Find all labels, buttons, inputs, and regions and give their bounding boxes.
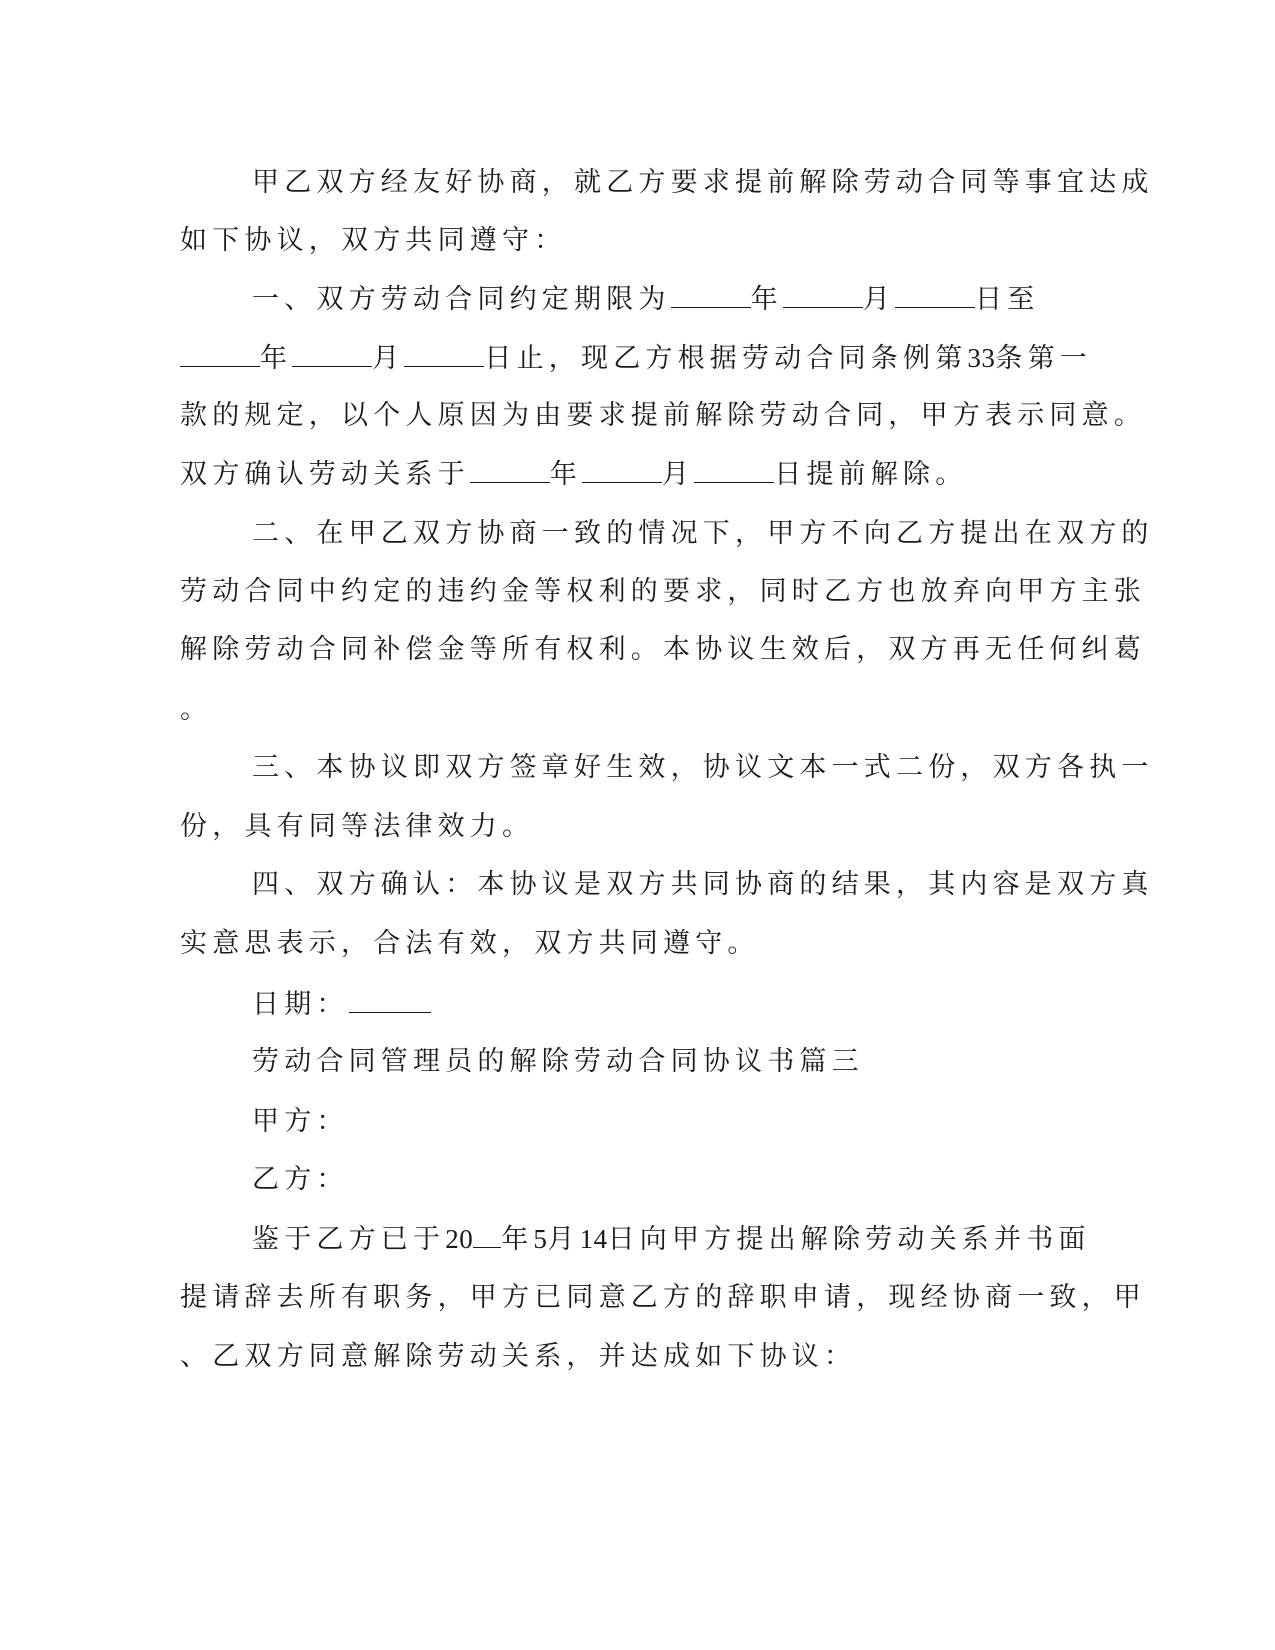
month-label: 月 [547,1224,580,1255]
blank-end-year [180,340,260,367]
paragraph-1-line-1: 甲乙双方经友好协商，就乙方要求提前解除劳动合同等事宜达成 [252,167,1154,198]
section-title: 劳动合同管理员的解除劳动合同协议书篇三 [252,1046,864,1077]
clause-1-line-1 [252,281,1039,318]
clause-1-line-3: 款的规定，以个人原因为由要求提前解除劳动合同，甲方表示同意。 [180,400,1146,431]
paragraph-2-line-1-suffix: 日向甲方提出解除劳动关系并书面 [607,1224,1091,1255]
party-b-label: 乙方： [252,1164,349,1195]
clause-2-line-4: 。 [180,694,213,725]
date-line [252,986,431,1023]
clause-3-line-2: 份，具有同等法律效力。 [180,811,535,842]
clause-1-line-4-suffix: 日提前解除。 [774,459,968,490]
clause-1-terminate-month-label: 月 [662,459,695,490]
clause-1-day-to-label: 日至 [975,284,1040,315]
date-label: 日期： [252,989,349,1020]
clause-2-line-1: 二、在甲乙双方协商一致的情况下，甲方不向乙方提出在双方的 [252,518,1154,549]
clause-4-line-2: 实意思表示，合法有效，双方共同遵守。 [180,928,760,959]
clause-1-end-year-label: 年 [260,343,293,374]
blank-start-year [671,281,751,308]
clause-1-line-2 [180,340,1092,377]
blank-date [349,986,431,1013]
month-value: 5 [533,1224,548,1254]
clause-1-line-2-suffix: 条第一 [995,343,1093,374]
year-label: 年 [501,1224,534,1255]
year-prefix: 20 [445,1224,474,1254]
blank-start-month [783,281,863,308]
article-number: 33 [967,343,996,373]
paragraph-2-line-3: 、乙双方同意解除劳动关系，并达成如下协议： [180,1341,857,1372]
paragraph-2-line-2: 提请辞去所有职务，甲方已同意乙方的辞职申请，现经协商一致，甲 [180,1282,1146,1313]
clause-1-month-label: 月 [862,284,896,315]
clause-1-line-4-prefix: 双方确认劳动关系于 [180,459,470,490]
clause-2-line-3: 解除劳动合同补偿金等所有权利。本协议生效后，双方再无任何纠葛 [180,634,1146,665]
blank-start-day [895,281,975,308]
blank-end-day [404,340,484,367]
blank-end-month [292,340,372,367]
clause-1-end-day-text: 日止，现乙方根据劳动合同条例第 [484,343,968,374]
clause-1-prefix: 一、双方劳动合同约定期限为 [252,284,671,315]
day-value: 14 [579,1224,608,1254]
clause-1-year-label: 年 [750,284,783,315]
paragraph-1-line-2: 如下协议，双方共同遵守： [180,225,567,256]
clause-1-terminate-year-label: 年 [549,459,583,490]
paragraph-2-line-1 [252,1221,1091,1258]
clause-3-line-1: 三、本协议即双方签章好生效，协议文本一式二份，双方各执一 [252,752,1154,783]
party-a-label: 甲方： [252,1106,349,1137]
blank-terminate-day [694,456,774,483]
clause-4-line-1: 四、双方确认：本协议是双方共同协商的结果，其内容是双方真 [252,869,1154,900]
clause-1-end-month-label: 月 [372,343,405,374]
blank-terminate-month [582,456,662,483]
clause-2-line-2: 劳动合同中约定的违约金等权利的要求，同时乙方也放弃向甲方主张 [180,576,1146,607]
paragraph-2-prefix: 鉴于乙方已于 [252,1224,446,1255]
blank-terminate-year [470,456,550,483]
blank-year-suffix [473,1221,501,1248]
clause-1-line-4 [180,456,967,493]
